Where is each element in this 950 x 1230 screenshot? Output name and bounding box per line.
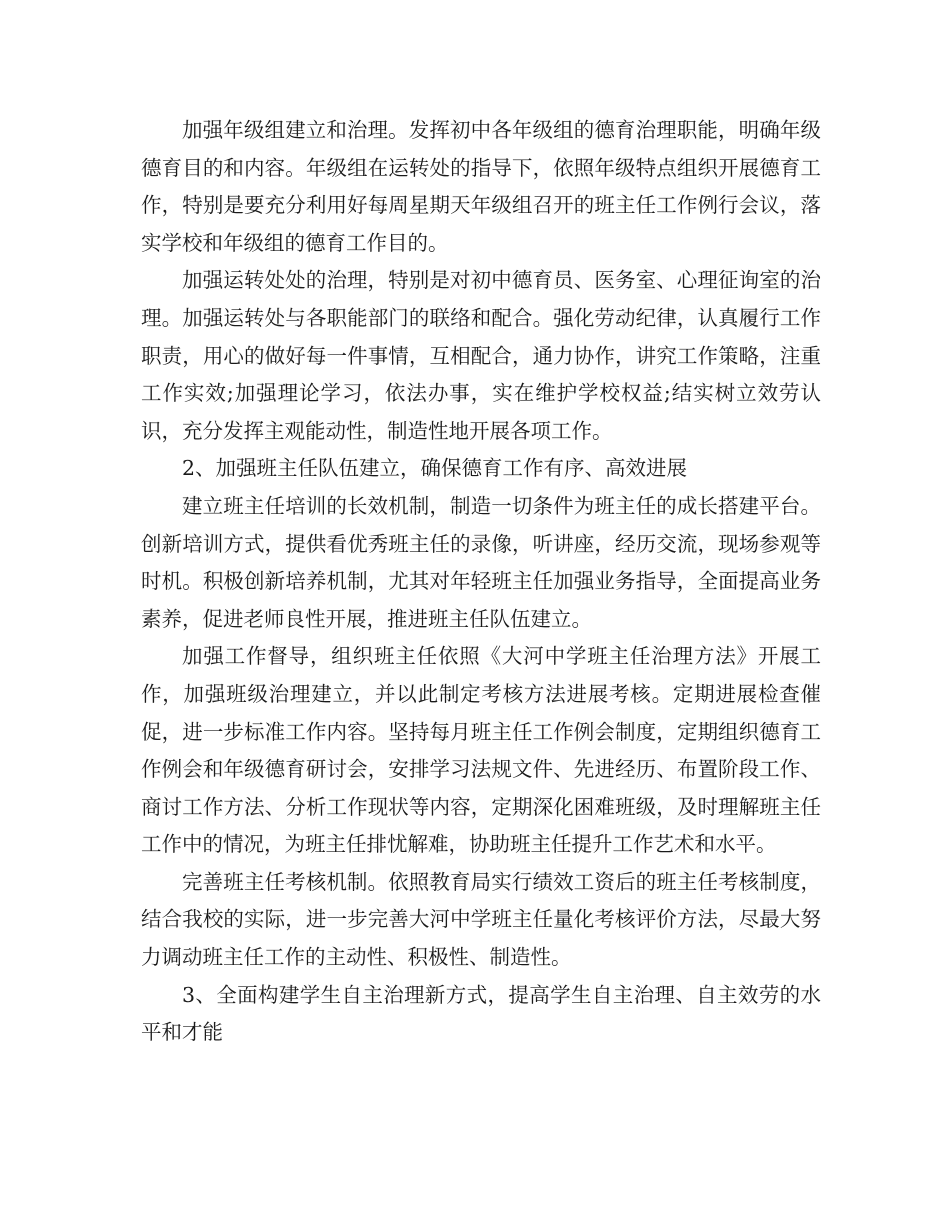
paragraph-grade-group-management: 加强年级组建立和治理。发挥初中各年级组的德育治理职能，明确年级德育目的和内容。年级组在运转处的指导下，依照年级特点组织开展德育工作，特别是要充分利用好每周星期天年级组召开的班主任工作例行会议，落实学校和年级组的德育工作目的。 bbox=[141, 118, 821, 255]
paragraph-work-supervision: 加强工作督导，组织班主任依照《大河中学班主任治理方法》开展工作，加强班级治理建立，并以此制定考核方法进展考核。定期进展检查催促，进一步标准工作内容。坚持每月班主任工作例会制度，定期组织德育工作例会和年级德育研讨会，安排学习法规文件、先进经历、布置阶段工作、商讨工作方法、分析工作现状等内容，定期深化困难班级，及时理解班主任工作中的情况，为班主任排忧解难，协助班主任提升工作艺术和水平。 bbox=[141, 644, 821, 857]
paragraph-operations-office-management: 加强运转处处的治理，特别是对初中德育员、医务室、心理征询室的治理。加强运转处与各职能部门的联络和配合。强化劳动纪律，认真履行工作职责，用心的做好每一件事情，互相配合，通力协作，讲究工作策略，注重工作实效;加强理论学习，依法办事，实在维护学校权益;结实树立效劳认识，充分发挥主观能动性，制造性地开展各项工作。 bbox=[141, 268, 821, 443]
document-body bbox=[141, 112, 821, 1052]
paragraph-assessment-mechanism: 完善班主任考核机制。依照教育局实行绩效工资后的班主任考核制度，结合我校的实际，进一步完善大河中学班主任量化考核评价方法，尽最大努力调动班主任工作的主动性、积极性、制造性。 bbox=[141, 869, 821, 970]
section-heading-3: 3、全面构建学生自主治理新方式，提高学生自主治理、自主效劳的水平和才能 bbox=[141, 982, 821, 1045]
section-heading-2: 2、加强班主任队伍建立，确保德育工作有序、高效进展 bbox=[182, 456, 688, 481]
paragraph-teacher-training: 建立班主任培训的长效机制，制造一切条件为班主任的成长搭建平台。创新培训方式，提供看优秀班主任的录像，听讲座，经历交流，现场参观等时机。积极创新培养机制，尤其对年轻班主任加强业务指导，全面提高业务素养，促进老师良性开展，推进班主任队伍建立。 bbox=[141, 493, 821, 631]
